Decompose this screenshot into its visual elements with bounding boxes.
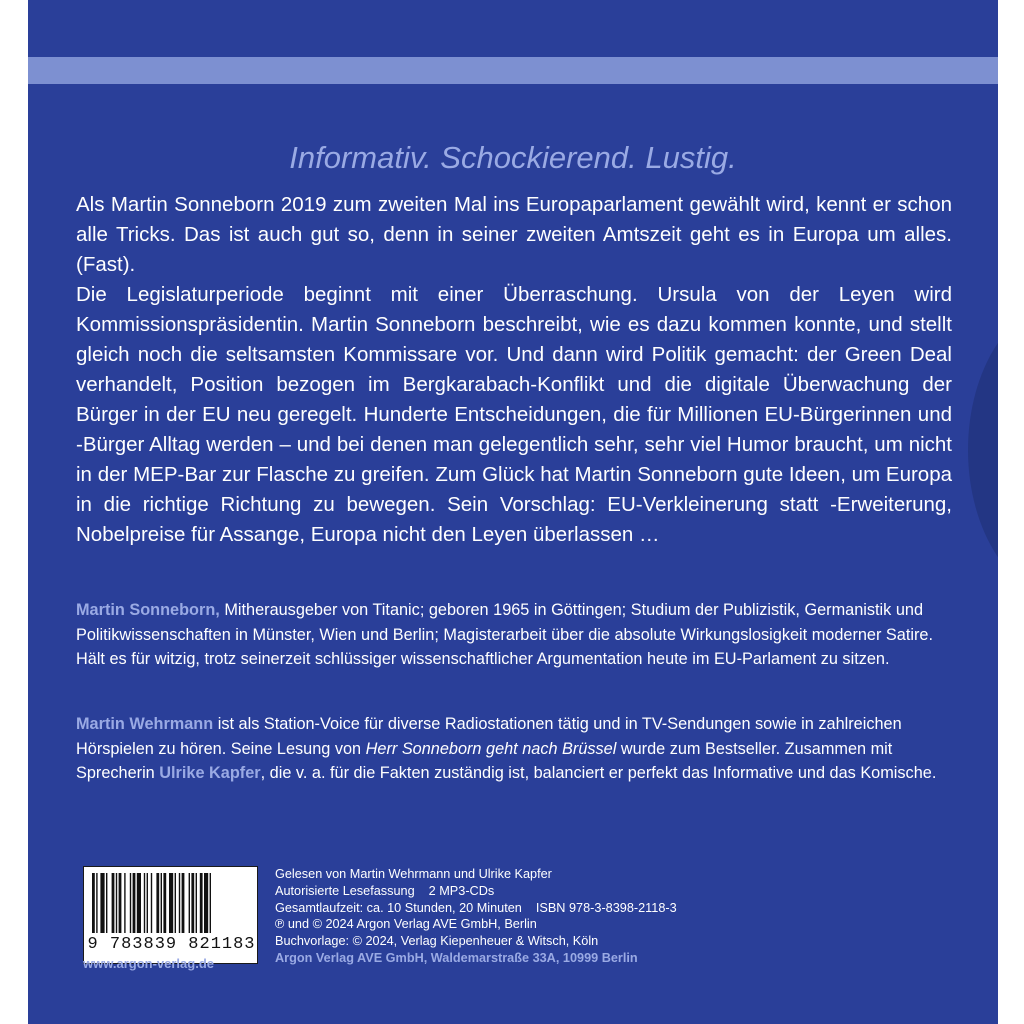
blurb-paragraph: Als Martin Sonneborn 2019 zum zweiten Mal ins Europaparlament gewählt wird, kennt er schon alle Tricks. Das ist auch gut so, denn in seiner zweiten Amtszeit geht es in Europa um alles. (Fast).	[76, 193, 952, 276]
barcode-bar	[210, 873, 211, 933]
barcode-bar	[191, 873, 194, 933]
barcode-number: 9 783839 821183	[87, 935, 256, 954]
barcode-bar	[189, 873, 190, 933]
author-bio	[76, 598, 946, 672]
barcode-bar	[106, 873, 107, 933]
credits-line: ℗ und © 2024 Argon Verlag AVE GmbH, Berlin	[275, 917, 537, 932]
book-title: Herr Sonneborn geht nach Brüssel	[365, 739, 617, 758]
barcode-bar	[100, 873, 104, 933]
credits-runtime: Gesamtlaufzeit: ca. 10 Stunden, 20 Minuten	[275, 900, 522, 915]
barcode-bar	[133, 873, 136, 933]
barcode-bar	[130, 873, 131, 933]
publisher-address: Argon Verlag AVE GmbH, Waldemarstraße 33A, 10999 Berlin	[275, 950, 638, 965]
credits-edition: Autorisierte Lesefassung	[275, 883, 415, 898]
credits-format: 2 MP3-CDs	[428, 883, 495, 898]
barcode-bar	[119, 873, 122, 933]
barcode-bar	[147, 873, 148, 933]
barcode	[83, 866, 258, 964]
barcode-bar	[163, 873, 166, 933]
barcode-bar	[144, 873, 145, 933]
credits-line: Buchvorlage: © 2024, Verlag Kiepenheuer & Witsch, Köln	[275, 934, 599, 949]
credits-line: Gelesen von Martin Wehrmann und Ulrike Kapfer	[275, 867, 552, 881]
credits-line	[275, 883, 775, 900]
cd-disc-edge	[968, 300, 998, 600]
barcode-bar	[137, 873, 141, 933]
blurb-paragraph: Die Legislaturperiode beginnt mit einer Überraschung. Ursula von der Leyen wird Kommissionspräsidentin. Martin Sonneborn beschreibt, wie es dazu kommen konnte, und stellt gleich noch die seltsamsten Kommissare vor. Und dann wird Politik gemacht: der Green Deal verhandelt, Position bezogen im Bergkarabach-Konflikt und die digitale Überwachung der Bürger in der EU neu geregelt. Hunderte Entscheidungen, die für Millionen EU-Bürgerinnen und -Bürger Alltag werden – und bei denen man gelegentlich sehr, sehr viel Humor braucht, um nicht in der MEP-Bar zur Flasche zu greifen. Zum Glück hat Martin Sonneborn gute Ideen, um Europa in die richtige Richtung zu bewegen. Sein Vorschlag: EU-Verkleinerung statt -Erweiterung, Nobelpreise für Assange, Europa nicht den Leyen überlassen …	[76, 283, 952, 546]
blurb	[76, 190, 952, 550]
author-name: Martin Sonneborn,	[76, 601, 220, 619]
barcode-bar	[179, 873, 180, 933]
barcode-bar	[200, 873, 203, 933]
narrator-bio	[76, 712, 946, 786]
co-narrator-name: Ulrike Kapfer	[159, 764, 261, 782]
barcode-bar	[182, 873, 185, 933]
narrator-bio-text: ist als Station-Voice für diverse Radiostationen tätig und in TV-Sendungen sowie in zahlreichen Hörspielen zu hören. Seine Lesung von	[76, 715, 902, 758]
barcode-bar	[161, 873, 162, 933]
barcode-bar	[156, 873, 159, 933]
barcode-bar	[92, 873, 95, 933]
author-bio-text: Mitherausgeber von Titanic; geboren 1965 in Göttingen; Studium der Publizistik, Germanistik und Politikwissenschaften in Münster, Wien und Berlin; Magisterarbeit über die absolute Wirkungslosigkeit moderner Satire. Hält es für witzig, trotz seinerzeit schlüssiger wissenschaftlicher Argumentation heute im EU-Parlament zu sitzen.	[76, 601, 933, 668]
barcode-bar	[169, 873, 173, 933]
top-stripe	[28, 57, 998, 84]
barcode-bar	[151, 873, 152, 933]
barcode-bars	[92, 873, 251, 933]
barcode-bar	[112, 873, 115, 933]
barcode-bar	[96, 873, 97, 933]
publisher-website[interactable]: www.argon-verlag.de	[83, 956, 214, 971]
credits-isbn: ISBN 978-3-8398-2118-3	[535, 900, 677, 915]
barcode-bar	[196, 873, 197, 933]
production-credits	[275, 866, 775, 967]
credits-line	[275, 900, 775, 917]
tagline: Informativ. Schockierend. Lustig.	[289, 140, 737, 175]
narrator-name: Martin Wehrmann	[76, 715, 214, 733]
barcode-bar	[124, 873, 125, 933]
barcode-bar	[116, 873, 117, 933]
narrator-bio-text: wurde zum Bestseller. Zusammen mit Sprecherin	[76, 739, 893, 782]
barcode-bar	[204, 873, 208, 933]
narrator-bio-text: , die v. a. für die Fakten zuständig ist, balanciert er perfekt das Informative und das Komische.	[260, 764, 937, 782]
barcode-bar	[175, 873, 176, 933]
